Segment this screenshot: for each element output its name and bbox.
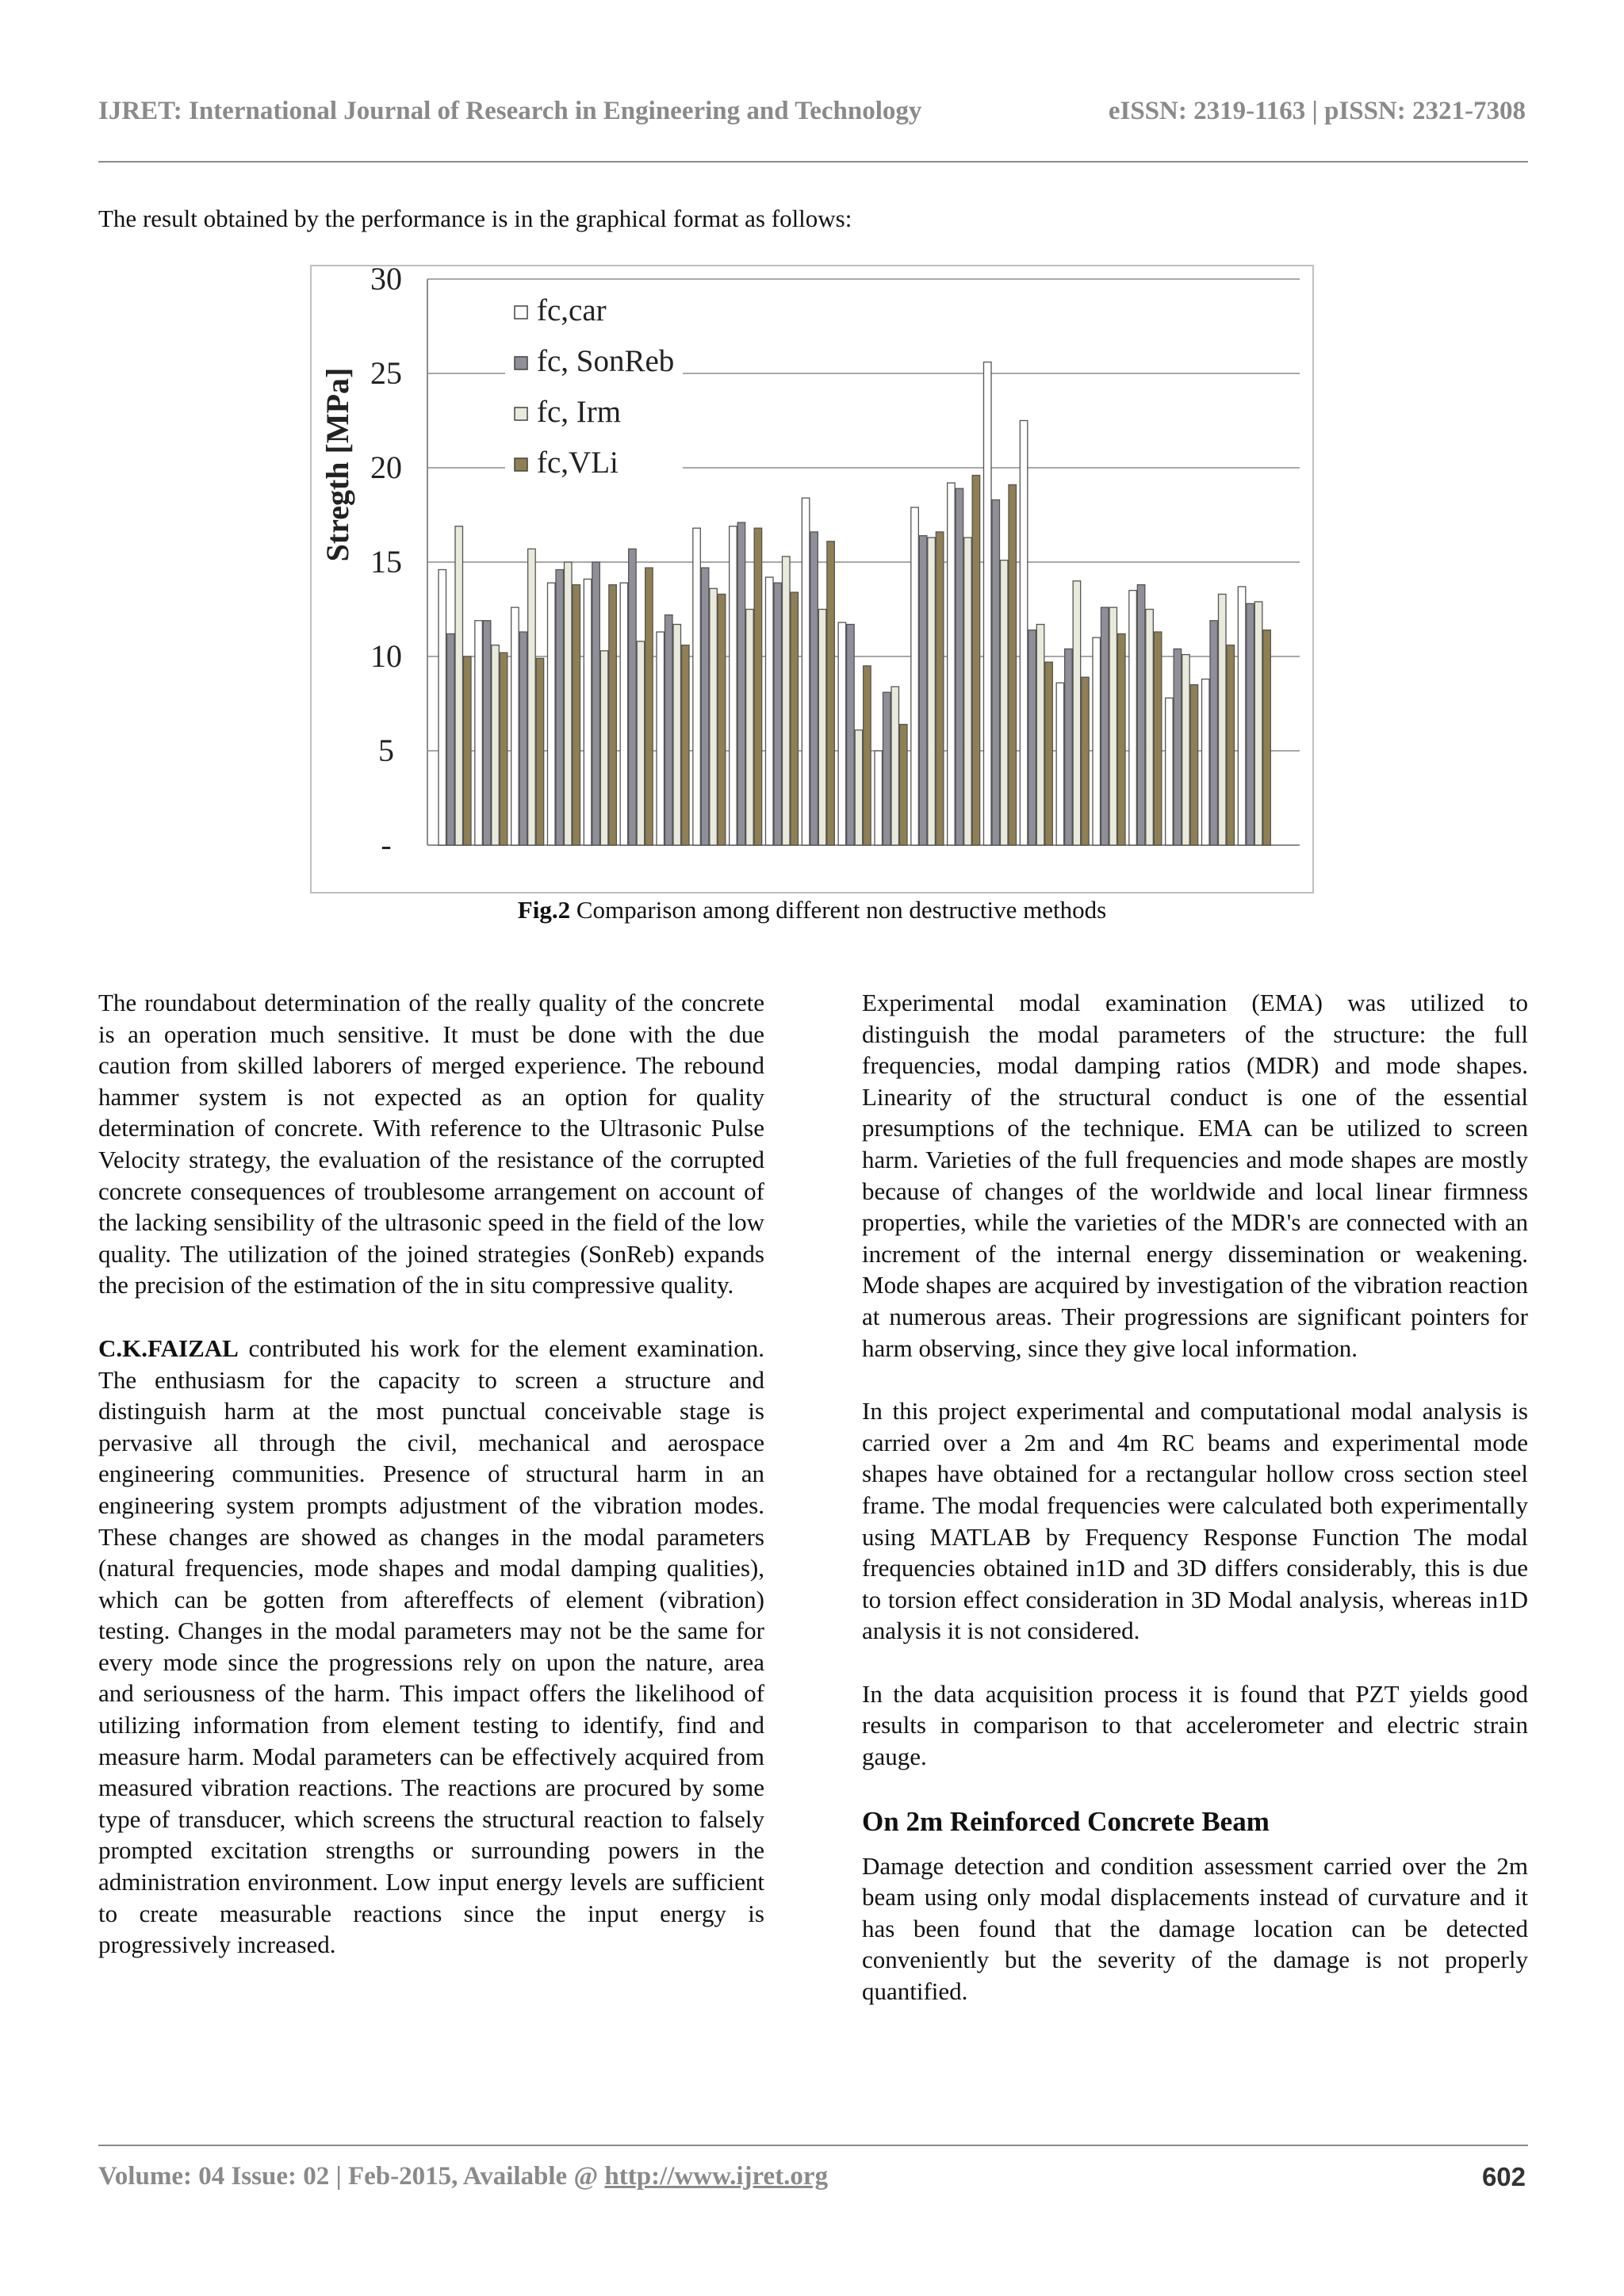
bar (1009, 484, 1017, 845)
bar (1146, 610, 1154, 846)
bar (730, 526, 737, 845)
right-column (862, 987, 1528, 2039)
footer-rule (98, 2145, 1528, 2146)
paragraph: In the data acquisition process it is found that PZT yields good results in comparison to that accelerometer and electric strain gauge. (862, 1679, 1528, 1771)
bar (1219, 594, 1227, 845)
bar (1202, 679, 1210, 845)
bar (592, 562, 600, 845)
paragraph (98, 1333, 764, 1961)
bar (964, 538, 972, 845)
bar (573, 585, 580, 845)
bar (1028, 630, 1036, 845)
bar (1109, 607, 1117, 845)
legend-label: fc,VLi (537, 446, 619, 480)
section-heading: On 2m Reinforced Concrete Beam (862, 1805, 1270, 1837)
bar (710, 588, 718, 845)
bar (1065, 649, 1073, 845)
bar (1263, 630, 1271, 845)
bar (1129, 591, 1137, 845)
bar (492, 645, 500, 845)
y-tick-label: 30 (370, 266, 402, 297)
legend-label: fc, SonReb (537, 344, 675, 378)
bar (737, 522, 745, 845)
bar (673, 625, 681, 845)
bar (718, 594, 726, 845)
bar-chart (312, 266, 1312, 892)
bar (746, 610, 754, 846)
bar (637, 641, 645, 845)
bar (1082, 677, 1090, 845)
bar (1227, 645, 1235, 845)
bar (1101, 607, 1109, 845)
figure-caption-label: Fig.2 (517, 896, 571, 924)
y-axis-label: Stregth [MPa] (320, 367, 355, 562)
bar (891, 687, 899, 845)
bar (883, 692, 891, 845)
figure-caption (0, 896, 1624, 924)
bar (1093, 637, 1101, 845)
bar (665, 615, 673, 845)
bar (483, 621, 491, 845)
bar (818, 610, 826, 846)
bar (1254, 602, 1262, 845)
bar (1073, 581, 1081, 845)
legend-swatch (515, 306, 527, 319)
bar (682, 645, 690, 845)
figure-caption-text: Comparison among different non destructive methods (570, 896, 1107, 924)
y-tick-label: 20 (370, 450, 402, 485)
figure-frame (310, 265, 1314, 894)
bar (919, 536, 927, 845)
header-rule (98, 161, 1528, 163)
journal-title: IJRET: International Journal of Research in Engineering and Technology (98, 97, 922, 125)
bar (984, 362, 992, 845)
bar (1247, 603, 1254, 845)
legend-swatch (515, 408, 527, 420)
legend-swatch (515, 458, 527, 471)
bar (972, 476, 980, 845)
bar (609, 585, 617, 845)
y-tick-label: - (381, 827, 392, 863)
bar (657, 632, 665, 845)
bar (1238, 587, 1246, 845)
bar (936, 532, 944, 845)
legend-swatch (515, 357, 527, 369)
left-column (98, 987, 764, 1992)
author-name: C.K.FAIZAL (98, 1334, 239, 1362)
paragraph: In this project experimental and computational modal analysis is carried over a 2m and 4m RC beams and experimental mode shapes have obtained for a rectangular hollow cross section steel frame. The modal frequencies were calculated both experimentally using MATLAB by Frequency Response Function The modal frequencies obtained in1D and 3D differs considerably, this is due to torsion effect consideration in 3D Modal analysis, whereas in1D analysis it is not considered. (862, 1397, 1528, 1645)
bar (766, 577, 774, 845)
bar (948, 483, 956, 845)
paragraph-text: contributed his work for the element examination. The enthusiasm for the capacity to screen a structure and distinguish harm at the most punctual conceivable stage is pervasive all through the civil, mechanical and aerospace engineering communities. Presence of structural harm in an engineering system prompts adjustment of the vibration modes. These changes are showed as changes in the modal parameters (natural frequencies, mode shapes and modal damping qualities), which can be gotten from aftereffects of element (vibration) testing. Changes in the modal parameters may not be the same for every mode since the progressions rely on upon the nature, area and seriousness of the harm. This impact offers the likelihood of utilizing information from element testing to identify, find and measure harm. Modal parameters can be effectively acquired from measured vibration reactions. The reactions are procured by some type of transducer, which screens the structural reaction to falsely prompted excitation strengths or surrounding powers in the administration environment. Low input energy levels are sufficient to create measurable reactions since the input energy is progressively increased. (98, 1334, 764, 1959)
bar (810, 532, 818, 845)
bar (455, 526, 463, 845)
bar (1210, 621, 1218, 845)
bar (693, 528, 701, 845)
bar (584, 579, 592, 845)
bar (838, 622, 846, 845)
bar (500, 652, 508, 845)
bar (701, 568, 709, 845)
y-tick-label: 5 (378, 733, 394, 768)
bar (1182, 655, 1190, 845)
bar (548, 583, 556, 845)
bar (536, 658, 544, 845)
bar (1020, 421, 1028, 846)
bar (1118, 633, 1126, 845)
bar (1137, 585, 1145, 845)
bar (864, 666, 871, 845)
bar (565, 562, 573, 845)
page-number: 602 (1481, 2162, 1526, 2191)
footer-volume (98, 2162, 828, 2191)
bar (992, 499, 1000, 845)
intro-text: The result obtained by the performance is in the graphical format as follows: (98, 205, 852, 232)
bar (802, 498, 810, 845)
bar (791, 592, 799, 845)
bar (464, 656, 472, 845)
bar (439, 570, 446, 845)
issn-info: eISSN: 2319-1163 | pISSN: 2321-7308 (1108, 97, 1526, 125)
bar (519, 632, 527, 845)
paragraph: Damage detection and condition assessment carried over the 2m beam using only modal displacements instead of curvature and it has been found that the damage location can be detected conveniently but the severity of the damage is not properly quantified. (862, 1851, 1528, 2006)
paragraph: Experimental modal examination (EMA) was utilized to distinguish the modal parameters of the structure: the full frequencies, modal damping ratios (MDR) and mode shapes. Linearity of the structural conduct is one of the essential presumptions of the technique. EMA can be utilized to screen harm. Varieties of the full frequencies and mode shapes are mostly because of changes of the worldwide and local linear firmness properties, while the varieties of the MDR's are connected with an increment of the internal energy dissemination or weakening. Mode shapes are acquired by investigation of the vibration reaction at numerous areas. Their progressions are significant pointers for harm observing, since they give local information. (862, 989, 1528, 1362)
bar (528, 549, 536, 845)
bar (1166, 698, 1174, 845)
legend-label: fc, Irm (537, 395, 622, 429)
y-tick-label: 15 (370, 544, 402, 580)
journal-link[interactable]: http://www.ijret.org (604, 2162, 829, 2191)
y-tick-label: 10 (370, 638, 402, 674)
bar (1190, 685, 1198, 845)
legend-label: fc,car (537, 293, 607, 327)
bar (827, 541, 835, 845)
bar (875, 751, 883, 845)
bar (1036, 625, 1044, 845)
bar (783, 557, 791, 845)
bar (1001, 561, 1009, 845)
bar (928, 538, 936, 845)
bar (600, 651, 608, 845)
bar (1045, 662, 1053, 845)
paragraph: The roundabout determination of the really quality of the concrete is an operation much sensitive. It must be done with the due caution from skilled laborers of merged experience. The rebound hammer system is not expected as an option for quality determination of concrete. With reference to the Ultrasonic Pulse Velocity strategy, the evaluation of the resistance of the corrupted concrete consequences of troublesome arrangement on account of the lacking sensibility of the ultrasonic speed in the field of the low quality. The utilization of the joined strategies (SonReb) expands the precision of the estimation of the in situ compressive quality. (98, 989, 764, 1299)
bar (911, 507, 919, 845)
y-tick-label: 25 (370, 355, 402, 391)
bar (847, 625, 855, 845)
footer-volume-text: Volume: 04 Issue: 02 | Feb-2015, Available @ (98, 2162, 605, 2191)
bar (1174, 649, 1182, 845)
bar (556, 570, 564, 845)
bar (1056, 683, 1064, 845)
bar (774, 583, 782, 845)
bar (645, 568, 653, 845)
bar (475, 621, 483, 845)
bar (754, 528, 762, 845)
bar (620, 583, 628, 845)
bar (511, 607, 519, 845)
bar (900, 725, 908, 845)
bar (629, 549, 637, 845)
bar (447, 633, 455, 845)
bar (956, 488, 963, 845)
bar (1154, 632, 1162, 845)
bar (855, 730, 863, 845)
